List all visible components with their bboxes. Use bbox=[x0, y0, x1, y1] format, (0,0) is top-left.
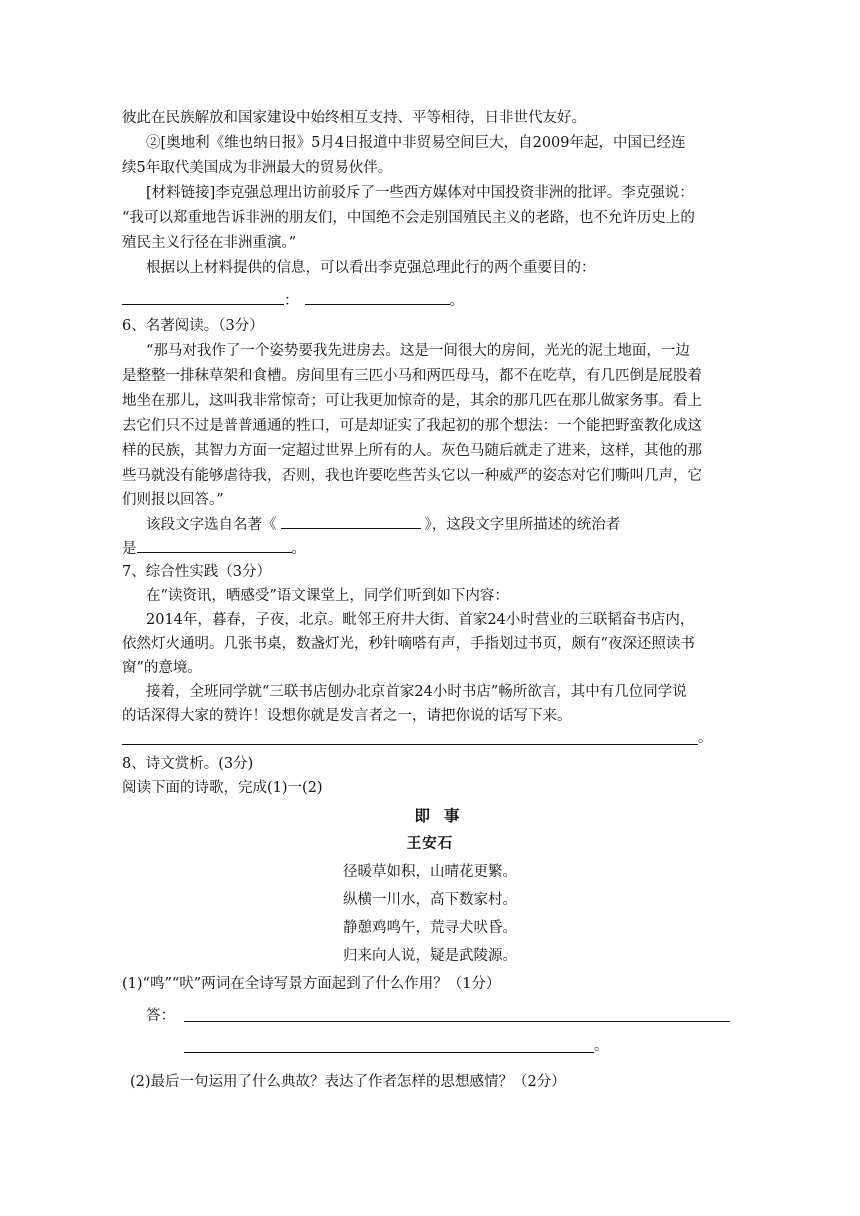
q7-paragraph-line: 接着，全班同学就“三联书店刨办北京首家24小时书店”畅所欲言，其中有几位同学说 bbox=[146, 684, 687, 700]
q6-paragraph-line: 些马就没有能够虐待我，否则，我也许要吃些苦头它以一种威严的姿态对它们嘶叫几声，它 bbox=[122, 468, 702, 484]
answer-line[interactable] bbox=[184, 1021, 730, 1022]
end-mark: 。 bbox=[698, 730, 713, 746]
poem-line: 纵横一川水，高下数家村。 bbox=[343, 892, 517, 908]
q8-instruction: 阅读下面的诗歌，完成(1)一(2) bbox=[122, 780, 323, 796]
passage-line: [材料链接]李克强总理出访前驳斥了一些西方媒体对中国投资非洲的批评。李克强说： bbox=[146, 185, 694, 201]
poem-author: 王安石 bbox=[406, 835, 454, 852]
q8-subquestion-1: (1)“鸣”“吠”两词在全诗写景方面起到了什么作用？（1分） bbox=[122, 976, 501, 992]
poem-line: 径暖草如积，山晴花更繁。 bbox=[343, 864, 517, 880]
answer-blanks-line bbox=[122, 290, 464, 311]
separator: ： bbox=[284, 293, 299, 309]
ruler-blank[interactable] bbox=[137, 538, 292, 553]
q6-question-middle: 》，这段文字里所描述的统治者 bbox=[424, 517, 621, 533]
poem-line: 归来向人说，疑是武陵源。 bbox=[343, 948, 517, 964]
q7-answer-line[interactable] bbox=[122, 744, 698, 745]
q8-heading: 8、诗文赏析。(3分) bbox=[122, 756, 254, 772]
q6-paragraph-line: “那马对我作了一个姿势要我先进房去。这是一间很大的房间，光光的泥土地面，一边 bbox=[146, 343, 690, 359]
q6-question-line2: 是 。 bbox=[122, 538, 306, 559]
end-mark: 。 bbox=[594, 1038, 609, 1054]
poem-line: 静憩鸡鸣午，荒寻犬吠昏。 bbox=[343, 920, 517, 936]
answer-blank[interactable] bbox=[122, 290, 284, 305]
q8-subquestion-2: (2)最后一句运用了什么典故？表达了作者怎样的思想感情？（2分） bbox=[130, 1074, 566, 1090]
q6-paragraph-line: 们则报以回答。” bbox=[122, 492, 224, 508]
q6-heading: 6、名著阅读。（3分） bbox=[122, 318, 264, 334]
passage-line: 续5年取代美国成为非洲最大的贸易伙伴。 bbox=[122, 160, 393, 176]
q7-heading: 7、综合性实践（3分） bbox=[122, 564, 271, 580]
q6-question-prefix: 该段文字选自名著《 bbox=[146, 517, 277, 533]
q7-paragraph-line: 窗”的意境。 bbox=[122, 660, 202, 676]
passage-line: ②[奥地利《维也纳日报》5月4日报道中非贸易空间巨大，自2009年起，中国已经连 bbox=[146, 135, 686, 151]
passage-line: “我可以郑重地告诉非洲的朋友们，中国绝不会走别国殖民主义的老路，也不允许历史上的 bbox=[122, 210, 695, 226]
book-title-blank[interactable] bbox=[281, 514, 421, 529]
q7-paragraph-line: 在“读资讯，晒感受”语文课堂上，同学们听到如下内容： bbox=[146, 588, 509, 604]
answer-line[interactable] bbox=[184, 1052, 594, 1053]
passage-line: 殖民主义行径在非洲重演。” bbox=[122, 235, 297, 251]
q7-paragraph-line: 依然灯火通明。几张书桌，数盏灯光，秒针嘀嗒有声，手指划过书页，颇有“夜深还照读书 bbox=[122, 636, 695, 652]
poem-title: 即事 bbox=[414, 806, 474, 825]
q6-paragraph-line: 去它们只不过是普普通通的牲口，可是却证实了我起初的那个想法：一个能把野蛮教化成这 bbox=[122, 418, 702, 434]
question-prompt: 根据以上材料提供的信息，可以看出李克强总理此行的两个重要目的： bbox=[146, 260, 596, 276]
q6-question bbox=[146, 514, 620, 535]
passage-line: 彼此在民族解放和国家建设中始终相互支持、平等相待，日非世代友好。 bbox=[122, 110, 586, 126]
q6-paragraph-line: 地坐在那儿，这叫我非常惊奇；可让我更加惊奇的是，其余的那几匹在那儿做家务事。看上 bbox=[122, 393, 702, 409]
q7-paragraph-line: 的话深得大家的赞许！设想你就是发言者之一，请把你说的话写下来。 bbox=[122, 708, 572, 724]
answer-label: 答： bbox=[146, 1008, 175, 1024]
q6-paragraph-line: 样的民族，其智力方面一定超过世界上所有的人。灰色马随后就走了进来，这样，其他的那 bbox=[122, 443, 702, 459]
q7-paragraph-line: 2014年，暮春，子夜，北京。毗邻王府井大街、首家24小时营业的三联韬奋书店内， bbox=[146, 612, 695, 628]
q6-paragraph-line: 是整整一排秣草架和食槽。房间里有三匹小马和两匹母马，都不在吃草，有几匹倒是屁股着 bbox=[122, 368, 702, 384]
end-mark: 。 bbox=[449, 293, 464, 309]
answer-blank[interactable] bbox=[305, 290, 450, 305]
